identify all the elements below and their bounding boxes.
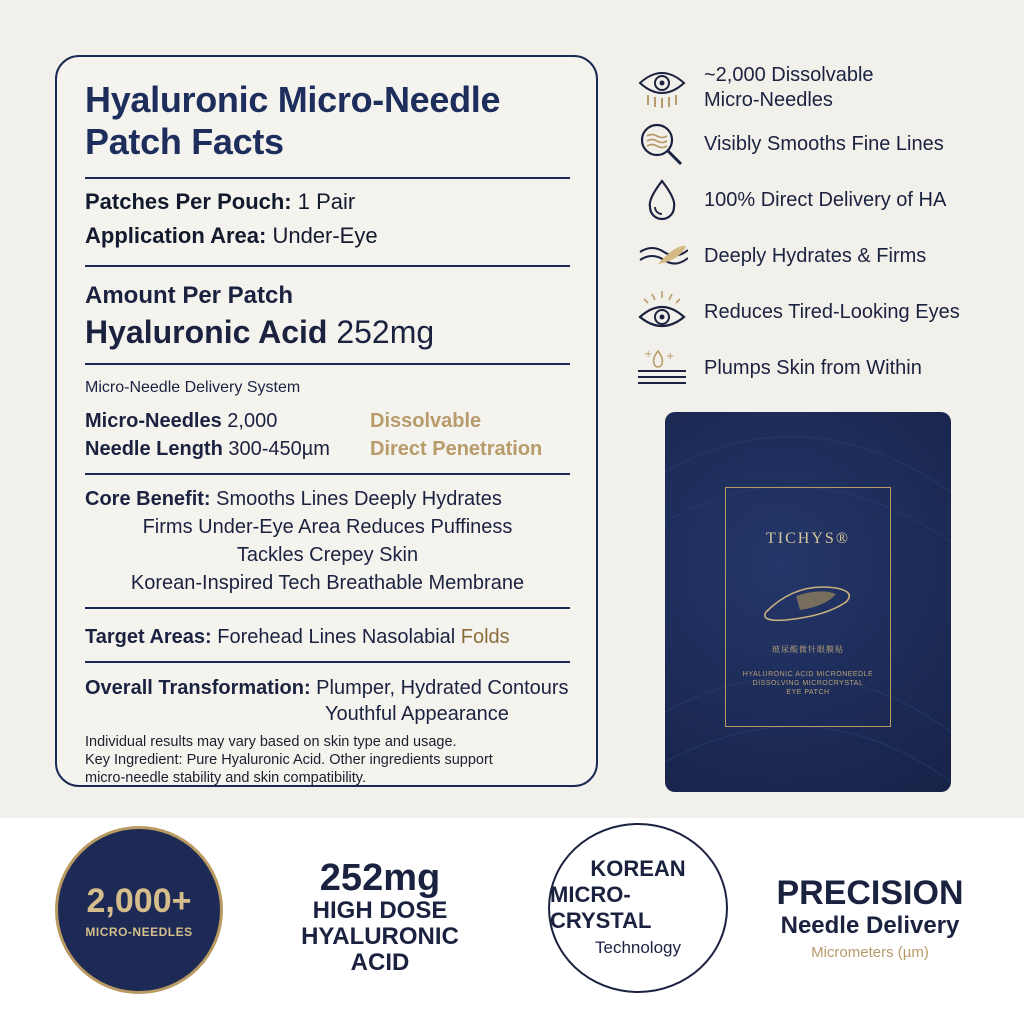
core-benefits: Core Benefit: Smooths Lines Deeply Hydrates Firms Under-Eye Area Reduces Puffiness Tackles Crepey Skin Korean-Inspired Tech Breathable Membrane (85, 488, 525, 594)
overall-transformation: Overall Transformation: Plumper, Hydrated Contours Youthful Appearance (85, 677, 569, 725)
magnifier-lines-icon (634, 119, 690, 169)
facts-title: Hyaluronic Micro-Needle Patch Facts (85, 79, 501, 162)
facts-panel (55, 55, 598, 787)
divider (85, 265, 570, 267)
feature-item: ~2,000 Dissolvable Micro-Needles (634, 60, 1014, 116)
pouch-count-row: Patches Per Pouch: 1 Pair (85, 189, 356, 214)
needle-count-row: Micro-Needles 2,000 (85, 410, 278, 432)
disclaimer: Individual results may vary based on skin type and usage. Key Ingredient: Pure Hyaluronic Acid. Other ingredients support micro-needle stability and skin compatibility. (85, 734, 493, 786)
feature-item: Deeply Hydrates & Firms (634, 228, 1014, 284)
feature-list (634, 60, 1014, 396)
feature-item: + + Plumps Skin from Within (634, 340, 1014, 396)
skin-layers-icon (634, 343, 690, 393)
feature-item: Reduces Tired-Looking Eyes (634, 284, 1014, 340)
feature-item: Visibly Smooths Fine Lines (634, 116, 1014, 172)
needle-specs (85, 407, 570, 463)
divider (85, 363, 570, 365)
patch-illustration-icon (726, 572, 892, 632)
eye-rays-icon (634, 287, 690, 337)
target-areas-row: Target Areas: Forehead Lines Nasolabial Folds (85, 626, 510, 648)
waves-icon (634, 231, 690, 281)
delivery-heading: Micro-Needle Delivery System (85, 379, 301, 396)
needle-length-row: Needle Length 300-450µm (85, 438, 330, 460)
droplet-icon (634, 175, 690, 225)
svg-text:+: + (666, 351, 675, 362)
pouch-chinese-text: 玻尿酸微针眼膜贴 (772, 645, 844, 654)
divider (85, 661, 570, 663)
amount-heading: Amount Per Patch (85, 282, 294, 309)
precision-badge: PRECISION Needle Delivery Micrometers (µm) (776, 874, 964, 961)
dissolvable-tag: Dissolvable (370, 410, 482, 432)
korean-tech-badge: KOREAN MICRO-CRYSTAL Technology (548, 823, 728, 993)
dose-badge: 252mg HIGH DOSE HYALURONIC ACID (301, 857, 459, 976)
needle-count-badge: 2,000+ MICRO-NEEDLES (55, 826, 223, 994)
feature-item: 100% Direct Delivery of HA (634, 172, 1014, 228)
penetration-tag: Direct Penetration (370, 438, 543, 460)
svg-text:+: + (644, 349, 653, 360)
ha-amount-row: Hyaluronic Acid 252mg (85, 314, 435, 350)
divider (85, 473, 570, 475)
application-area-row: Application Area: Under-Eye (85, 223, 378, 248)
divider (85, 177, 570, 179)
brand-logo: TICHYS® (766, 530, 850, 547)
eye-needles-icon (634, 63, 690, 113)
divider (85, 607, 570, 609)
pouch-label-frame (725, 487, 891, 727)
pouch-english-text: HYALURONIC ACID MICRONEEDLE DISSOLVING MICROCRYSTAL EYE PATCH (742, 671, 874, 696)
product-pouch-image (665, 412, 951, 792)
